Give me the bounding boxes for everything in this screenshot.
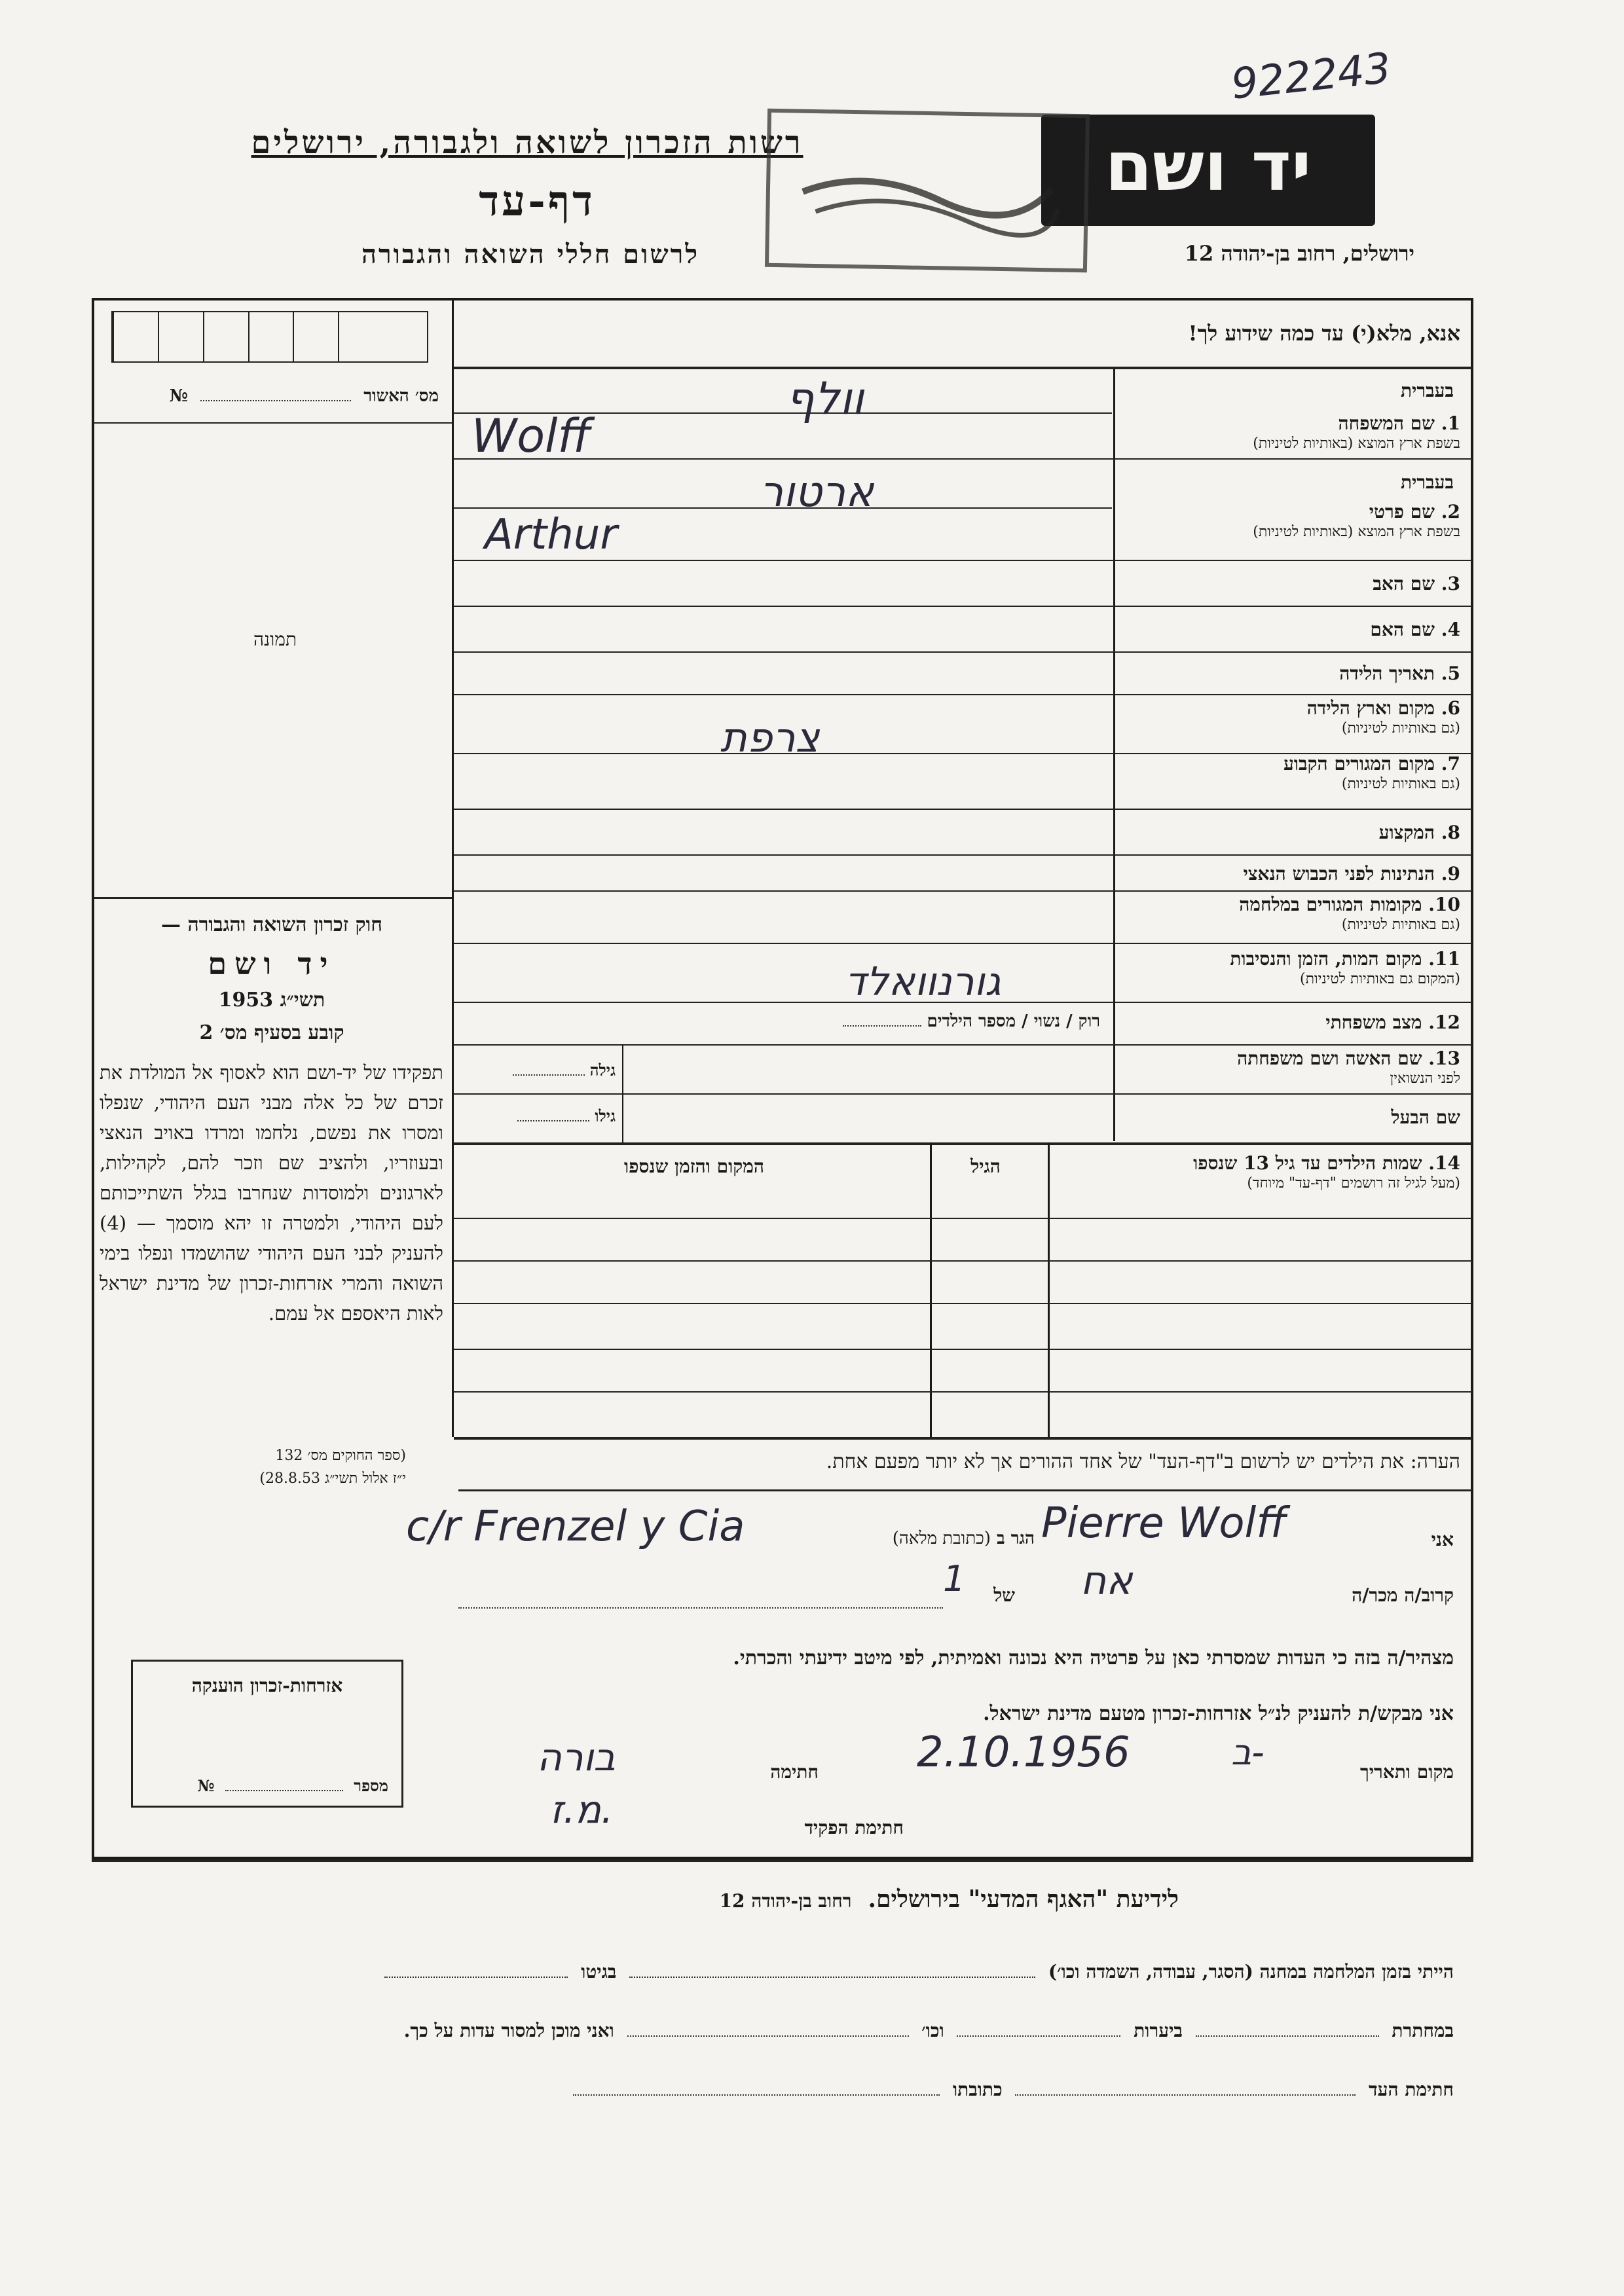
children-row — [454, 1218, 1472, 1219]
row-line — [454, 809, 1472, 810]
underground-line: במחתרת ביערות וכו׳ ואני מוכן למסור עדות על כך. — [403, 2020, 1454, 2041]
approval-row — [105, 386, 439, 406]
approval-divider — [94, 422, 452, 424]
note-divider — [458, 1489, 1472, 1491]
declaration-request: אני מבקש/ת להעניק לנ״ל אזרחות-זכרון מטעם מדינת ישראל. — [983, 1702, 1454, 1725]
label-column-divider — [1113, 369, 1115, 1141]
row-line — [454, 560, 1472, 561]
row-line — [454, 606, 1472, 607]
relative-line — [458, 1607, 943, 1609]
age-column-divider — [622, 1044, 623, 1142]
children-row — [454, 1303, 1472, 1304]
of-value: 1 — [943, 1558, 966, 1599]
date-value: 2.10.1956 — [917, 1728, 1130, 1777]
row-line — [454, 890, 1472, 892]
bottom-title: לידיעת "האגף המדעי" בירושלים. — [868, 1886, 1179, 1913]
logo — [1041, 115, 1375, 226]
declaration-of: של — [993, 1584, 1015, 1606]
address: ירושלים, רחוב בן-יהודה 12 — [1184, 241, 1414, 266]
camp-line: הייתי בזמן המלחמה במחנה (הסגר, עבודה, השמדה וכו׳) בגיטו — [105, 1961, 1454, 1983]
children-age-column: הגיל — [970, 1156, 1001, 1177]
officer-signature-value: מ.ז. — [550, 1787, 614, 1832]
declaration-statement: מצהיר/ה בזה כי העדות שמסרתי כאן על פרטיה היא נכונה ואמיתית, לפי מיטב ידיעתי והכרתי. — [733, 1647, 1454, 1669]
field-mother-name: 4. שם האם — [1370, 619, 1460, 640]
row-line — [454, 651, 1472, 653]
field-death-place: 11. מקום המות, הזמן והנסיבות (המקום גם באותיות לטיניות) — [1230, 948, 1460, 987]
law-footnote-1: (ספר החוקים מס׳ 132 — [275, 1448, 406, 1464]
citizenship-title: אזרחות-זכרון הוענקה — [191, 1675, 343, 1696]
death-place-value: גורנוואלד — [845, 959, 1001, 1005]
field-children: 14. שמות הילדים עד גיל 13 שנספו (מעל לגיל זה רושמים "דף-עד" מיוחד) — [1193, 1152, 1460, 1192]
children-row — [454, 1349, 1472, 1350]
children-row — [454, 1260, 1472, 1262]
law-footnote-2: י״ז אלול תשי״ג 28.8.53) — [259, 1470, 406, 1487]
children-place-column: המקום והזמן שנספו — [624, 1156, 764, 1177]
field-marital-status: 12. מצב משפחתי — [1325, 1011, 1460, 1033]
place-date-label: מקום ותאריך — [1359, 1761, 1454, 1783]
row-line — [454, 458, 1472, 460]
children-note: הערה: את הילדים יש לרשום ב"דף-העד" של אחד ההורים אך לא יותר מפעם אחת. — [826, 1450, 1460, 1473]
law-title: חוק זכרון השואה והגבורה — — [161, 913, 382, 936]
date-prefix-value: ב- — [1231, 1732, 1264, 1773]
form-subtitle: לרשום חללי השואה והגבורה — [361, 239, 700, 270]
law-body: תפקידו של יד-ושם הוא לאסוף אל המולדת את זכרם של כל אלה מבני העם היהודי, שנפלו ומסרו את נפשם, נלחמו ומרדו באויב הנאצי ובעוזריו, ולהציב שם וזכר להם, לקהילות, לארגונים ולמוסדות שנחרבו בגלל השתייכותם לעם היהודי, ולמטרה זו יהא מוסמך — (4) להעניק לבני העם היהודי שהושמדו ונפלו בימי השואה והמרי אזרחות-זכרון של מדינת ישראל לאות היאספם אל עמם. — [100, 1061, 443, 1324]
place-value: בורה — [537, 1735, 616, 1779]
institution-name: רשות הזכרון לשואה ולגבורה, ירושלים — [251, 124, 803, 161]
lang-hebrew-label: בעברית — [1400, 380, 1454, 401]
document-number: 922243 — [1228, 44, 1393, 109]
field-nationality: 9. הנתינות לפני הכבוש הנאצי — [1243, 863, 1460, 884]
logo-text: יד ושם — [1105, 126, 1312, 206]
bottom-divider — [92, 1859, 1473, 1862]
declaration-relative: קרוב/ה מכר/ה — [1352, 1584, 1454, 1606]
birth-place-value: צרפת — [720, 714, 820, 761]
declaration-i: אני — [1431, 1529, 1454, 1550]
left-column-divider — [452, 298, 454, 1437]
row-line — [454, 854, 1472, 856]
first-name-hebrew-value: ארטור — [760, 468, 874, 517]
family-name-latin-value: Wolff — [471, 409, 591, 463]
witness-line: חתימת העד כתובתו — [105, 2079, 1454, 2101]
first-name-latin-value: Arthur — [485, 511, 618, 559]
family-name-hebrew-value: וולף — [786, 373, 864, 425]
approval-label: מס׳ האשור — [363, 386, 439, 406]
field-wife-name: 13. שם האשה ושם משפחתה לפני הנשואין — [1237, 1048, 1460, 1087]
bottom-address: רחוב בן-יהודה 12 — [719, 1890, 852, 1912]
officer-signature-label: חתימת הפקיד — [804, 1817, 904, 1838]
law-year: תשי״ג 1953 — [218, 989, 325, 1011]
citizenship-number: מספר № — [197, 1776, 388, 1795]
row-line — [454, 1093, 1472, 1095]
field-wartime-residence: 10. מקומות המגורים במלחמה (גם באותיות לטיניות) — [1239, 894, 1460, 933]
children-row — [454, 1391, 1472, 1393]
law-name: יד ושם — [208, 946, 336, 981]
children-col-divider — [930, 1142, 932, 1437]
field-profession: 8. המקצוע — [1378, 822, 1460, 843]
marital-status-options: רוק / נשוי / מספר הילדים — [655, 1011, 1100, 1031]
relation-value: אח — [1080, 1558, 1133, 1604]
instruction: אנא, מלא(י) עד כמה שידוע לך! — [1188, 321, 1460, 346]
law-section: קובע בסעיף מס׳ 2 — [199, 1021, 344, 1044]
signature-label: חתימה — [770, 1761, 819, 1783]
row-line — [454, 943, 1472, 944]
declarant-name-value: Pierre Wolff — [1041, 1499, 1287, 1548]
number-boxes — [111, 311, 428, 363]
husband-age: גילו — [471, 1106, 616, 1126]
approval-no: № — [169, 386, 189, 406]
children-row — [454, 1437, 1472, 1440]
photo-label: תמונה — [253, 629, 297, 650]
row-line — [454, 694, 1472, 695]
lang-hebrew-label-2: בעברית — [1400, 471, 1454, 493]
form-title: דף-עד — [479, 177, 595, 226]
bottom-title-row — [458, 1886, 1179, 1913]
row-line — [454, 1142, 1472, 1145]
row-line — [454, 1044, 1472, 1046]
field-family-name: 1. שם המשפחה בשפת ארץ המוצא (באותיות לטיניות) — [1253, 412, 1460, 452]
field-father-name: 3. שם האב — [1373, 573, 1460, 594]
field-birth-date: 5. תאריך הלידה — [1339, 663, 1460, 684]
declaration-residing: הגר ב (כתובת מלאה) — [892, 1529, 1035, 1548]
wife-age: גילה — [471, 1061, 616, 1080]
children-col-divider — [1048, 1142, 1050, 1437]
citizenship-box — [131, 1660, 403, 1808]
field-first-name: 2. שם פרטי בשפת ארץ המוצא (באותיות לטיניות) — [1253, 501, 1460, 540]
field-permanent-residence: 7. מקום המגורים הקבוע (גם באותיות לטיניות) — [1283, 753, 1460, 792]
field-birth-place: 6. מקום וארץ הלידה (גם באותיות לטיניות) — [1306, 697, 1460, 737]
declarant-address-value: c/r Frenzel y Cia — [406, 1503, 745, 1551]
field-husband-name: שם הבעל — [1391, 1106, 1460, 1128]
instruction-divider — [454, 367, 1472, 369]
photo-divider — [94, 897, 452, 899]
